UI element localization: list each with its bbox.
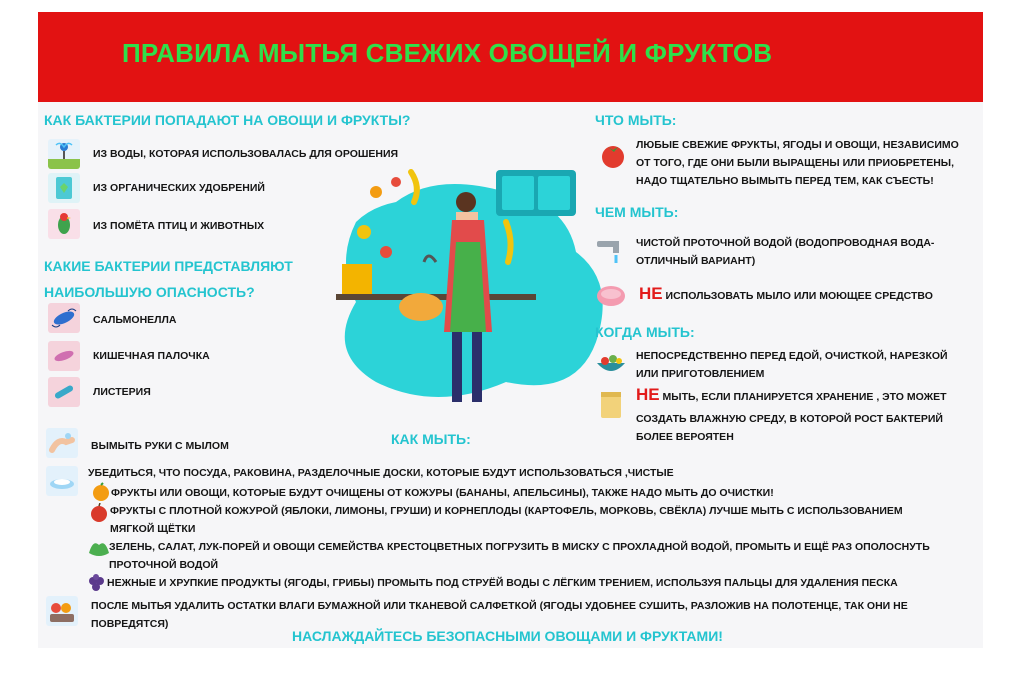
hand-washing-icon <box>46 428 78 458</box>
how-delicate: НЕЖНЫЕ И ХРУПКИЕ ПРОДУКТЫ (ЯГОДЫ, ГРИБЫ) ПРОМЫТЬ ПОД СТРУЁЙ ВОДЫ С ЛЁГКИМ ТРЕНИЕМ, ИСПОЛЬЗУЯ ПАЛЬЦЫ ДЛЯ УДАЛЕНИЯ ПЕСКА <box>107 577 898 589</box>
bacteria-listeria: ЛИСТЕРИЯ <box>93 386 151 398</box>
storage-line-1 <box>636 386 947 406</box>
when-line-2: ИЛИ ПРИГОТОВЛЕНИЕМ <box>636 368 765 380</box>
storage-first-label: МЫТЬ, ЕСЛИ ПЛАНИРУЕТСЯ ХРАНЕНИЕ , ЭТО МОЖЕТ <box>662 391 947 403</box>
page-title: ПРАВИЛА МЫТЬЯ СВЕЖИХ ОВОЩЕЙ И ФРУКТОВ <box>122 38 773 68</box>
what-line-3: НАДО ТЩАТЕЛЬНО ВЫМЫТЬ ПЕРЕД ТЕМ, КАК СЪЕСТЬ! <box>636 175 934 187</box>
how-peeled: ФРУКТЫ ИЛИ ОВОЩИ, КОТОРЫЕ БУДУТ ОЧИЩЕНЫ ОТ КОЖУРЫ (БАНАНЫ, АПЕЛЬСИНЫ), ТАКЖЕ НАДО МЫТЬ ДО ОЧИСТКИ! <box>111 487 774 499</box>
salmonella-icon <box>48 303 80 333</box>
ne-word: НЕ <box>639 284 663 303</box>
ne-word-2: НЕ <box>636 385 660 404</box>
no-soap-label: ИСПОЛЬЗОВАТЬ МЫЛО ИЛИ МОЮЩЕЕ СРЕДСТВО <box>665 290 933 302</box>
storage-line-2: СОЗДАТЬ ВЛАЖНУЮ СРЕДУ, В КОТОРОЙ РОСТ БАКТЕРИЙ <box>636 413 943 425</box>
irrigation-icon <box>48 139 80 169</box>
source-droppings: ИЗ ПОМЁТА ПТИЦ И ЖИВОТНЫХ <box>93 220 265 232</box>
dishes-icon <box>46 466 78 496</box>
when-line-1: НЕПОСРЕДСТВЕННО ПЕРЕД ЕДОЙ, ОЧИСТКОЙ, НАРЕЗКОЙ <box>636 350 948 362</box>
bacteria-heading-line2: НАИБОЛЬШУЮ ОПАСНОСТЬ? <box>44 284 255 300</box>
ecoli-icon <box>48 341 80 371</box>
when-heading: КОГДА МЫТЬ: <box>595 324 695 340</box>
bacteria-heading-line1: КАКИЕ БАКТЕРИИ ПРЕДСТАВЛЯЮТ <box>44 258 293 274</box>
how-dry-1: ПОСЛЕ МЫТЬЯ УДАЛИТЬ ОСТАТКИ ВЛАГИ БУМАЖНОЙ ИЛИ ТКАНЕВОЙ САЛФЕТКОЙ (ЯГОДЫ УДОБНЕЕ СУШИТЬ, РАЗЛОЖИВ НА ПОЛОТЕНЦЕ, ТАК ОНИ НЕ <box>91 600 908 612</box>
title-banner <box>38 12 983 102</box>
what-line-1: ЛЮБЫЕ СВЕЖИЕ ФРУКТЫ, ЯГОДЫ И ОВОЩИ, НЕЗАВИСИМО <box>636 139 959 151</box>
how-clean-dishes: УБЕДИТЬСЯ, ЧТО ПОСУДА, РАКОВИНА, РАЗДЕЛОЧНЫЕ ДОСКИ, КОТОРЫЕ БУДУТ ИСПОЛЬЗОВАТЬСЯ ,ЧИСТЫЕ <box>88 467 674 479</box>
container-icon <box>595 390 627 420</box>
how-thick-skin-2: МЯГКОЙ ЩЁТКИ <box>110 523 196 535</box>
with-line-2: ОТЛИЧНЫЙ ВАРИАНТ) <box>636 255 756 267</box>
bird-icon <box>48 209 80 239</box>
how-dry-2: ПОВРЕДЯТСЯ) <box>91 618 169 630</box>
tomato-icon <box>597 140 629 170</box>
source-water: ИЗ ВОДЫ, КОТОРАЯ ИСПОЛЬЗОВАЛАСЬ ДЛЯ ОРОШЕНИЯ <box>93 148 399 160</box>
faucet-icon <box>595 235 627 265</box>
how-greens-1: ЗЕЛЕНЬ, САЛАТ, ЛУК-ПОРЕЙ И ОВОЩИ СЕМЕЙСТВА КРЕСТОЦВЕТНЫХ ПОГРУЗИТЬ В МИСКУ С ПРОХЛАДНОЙ ВОДОЙ, ПРОМЫТЬ И ЕЩЁ РАЗ ОПОЛОСНУТЬ <box>109 541 930 553</box>
bacteria-ecoli: КИШЕЧНАЯ ПАЛОЧКА <box>93 350 210 362</box>
listeria-icon <box>48 377 80 407</box>
apple-icon <box>89 503 109 523</box>
with-line-1: ЧИСТОЙ ПРОТОЧНОЙ ВОДОЙ (ВОДОПРОВОДНАЯ ВОДА- <box>636 237 935 249</box>
bacteria-salmonella: САЛЬМОНЕЛЛА <box>93 314 177 326</box>
how-heading: КАК МЫТЬ: <box>391 431 471 447</box>
kitchen-illustration <box>316 162 616 422</box>
no-soap-text <box>639 285 933 305</box>
footer-slogan: НАСЛАЖДАЙТЕСЬ БЕЗОПАСНЫМИ ОВОЩАМИ И ФРУКТАМИ! <box>292 628 723 644</box>
what-line-2: ОТ ТОГО, ГДЕ ОНИ БЫЛИ ВЫРАЩЕНЫ ИЛИ ПРИОБРЕТЕНЫ, <box>636 157 954 169</box>
orange-icon <box>91 482 111 502</box>
source-fertilizer: ИЗ ОРГАНИЧЕСКИХ УДОБРЕНИЙ <box>93 182 265 194</box>
soap-icon <box>595 280 627 310</box>
how-greens-2: ПРОТОЧНОЙ ВОДОЙ <box>109 559 219 571</box>
how-wash-hands: ВЫМЫТЬ РУКИ С МЫЛОМ <box>91 440 229 452</box>
sources-heading: КАК БАКТЕРИИ ПОПАДАЮТ НА ОВОЩИ И ФРУКТЫ? <box>44 112 411 128</box>
with-heading: ЧЕМ МЫТЬ: <box>595 204 679 220</box>
what-heading: ЧТО МЫТЬ: <box>595 112 677 128</box>
poster <box>38 12 983 648</box>
grapes-icon <box>85 573 109 595</box>
how-thick-skin-1: ФРУКТЫ С ПЛОТНОЙ КОЖУРОЙ (ЯБЛОКИ, ЛИМОНЫ, ГРУШИ) И КОРНЕПЛОДЫ (КАРТОФЕЛЬ, МОРКОВЬ, СВЁКЛА) ЛУЧШЕ МЫТЬ С ИСПОЛЬЗОВАНИЕМ <box>110 505 903 517</box>
salad-bowl-icon <box>595 349 627 379</box>
fruit-basket-icon <box>46 596 78 626</box>
storage-line-3: БОЛЕЕ ВЕРОЯТЕН <box>636 431 734 443</box>
fertilizer-icon <box>48 173 80 203</box>
lettuce-icon <box>87 537 111 559</box>
